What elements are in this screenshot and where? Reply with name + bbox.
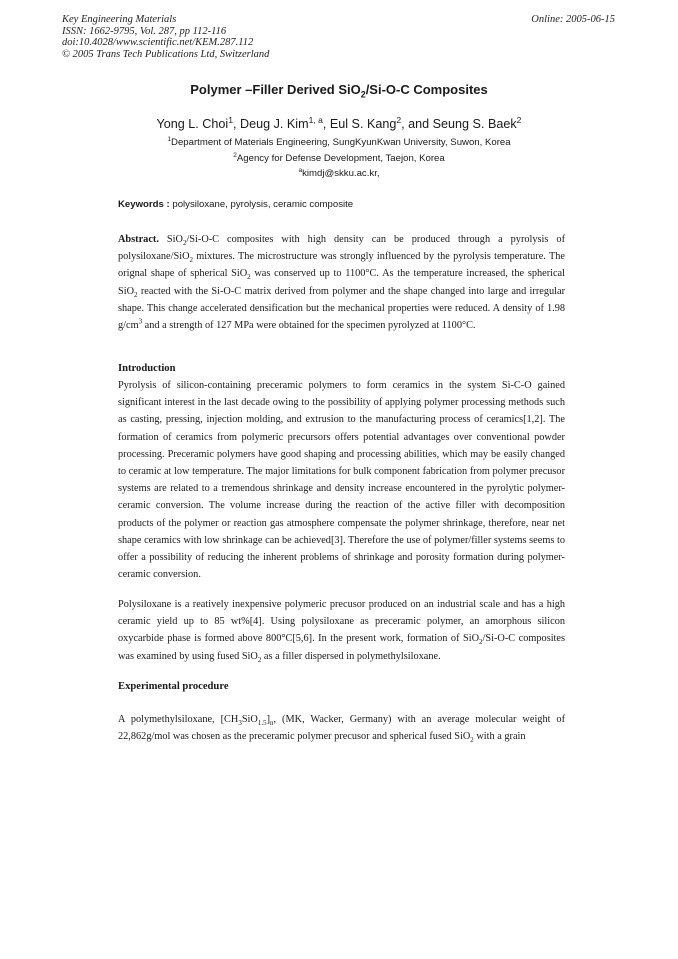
affiliation-2: $^2$Agency for Defense Development, Taejon, Korea xyxy=(233,151,445,164)
copyright-line: © 2005 Trans Tech Publications Ltd, Switzerland xyxy=(62,48,270,60)
author-list: Yong L. Choi$^1$, Deug J. Kim$^{1, a}$, Eul S. Kang$^2$, and Seung S. Baek$^2$ xyxy=(156,114,522,131)
doi-line: doi:10.4028/www.scientific.net/KEM.287.112 xyxy=(62,37,254,49)
author-name: Deug J. Kim xyxy=(239,117,309,131)
abstract-paragraph: Abstract. SiO$_2$/Si-O-C composites with high density can be produced through a pyrolysis of polysiloxane/SiO$_2$ mixtures. The microstructure was strongly influenced by the pyrolysis temperature. The orignal shape of spherical SiO$_2$ was conserved up to 1100°C. As the temperature increased, the spherical SiO$_2$ reacted with the Si-O-C matrix derived from polymer and the shape changed into large and irregular shape. This change accelerated densification but the mechanical properties were reduced. A density of 1.98 $g/cm^3$ and a strength of 127 MPa were obtained for the specimen pyrolyzed at 1100°C. xyxy=(118,234,565,332)
section-heading-experimental: Experimental procedure xyxy=(118,681,229,692)
affiliation-1: $^1$Department of Materials Engineering, SungKyunKwan University, Suwon, Korea xyxy=(167,135,511,148)
author-email: $^a$kimdj@skku.ac.kr, xyxy=(298,166,380,179)
author-name: Eul S. Kang xyxy=(329,117,397,131)
author-name: Yong L. Choi xyxy=(156,117,229,131)
author-name: Seung S. Baek xyxy=(432,117,517,131)
issn-line: ISSN: 1662-9795, Vol. 287, pp 112-116 xyxy=(62,25,227,37)
abstract-label: Abstract. xyxy=(118,234,159,245)
online-date: Online: 2005-06-15 xyxy=(531,14,615,25)
keywords-label: Keywords : xyxy=(118,199,170,210)
section-heading-introduction: Introduction xyxy=(118,363,176,374)
experimental-paragraph: A polymethylsiloxane, $[CH_3SiO_{1.5}]_n$, (MK, Wacker, Germany) with an average molecular weight of 22,862g/mol was chosen as the preceramic polymer precusor and spherical fused SiO$_2$ with a grain xyxy=(118,714,565,745)
intro-paragraph-2: Polysiloxane is a reatively inexpensive polymeric precusor produced on an industrial scale and has a high ceramic yield up to 85 wt%[4]. Using polysiloxane as preceramic polymer, an amorphous silicon oxycarbide phase is formed above 800°C[5,6]. In the present work, formation of SiO$_2$/Si-O-C composites was examined by using fused SiO$_2$ as a filler dispersed in polymethylsiloxane. xyxy=(118,599,565,664)
keywords: Keywords : polysiloxane, pyrolysis, ceramic composite xyxy=(118,199,354,210)
journal-header xyxy=(62,14,269,60)
paper-title: Polymer –Filler Derived SiO$_2$/Si-O-C Composites xyxy=(190,82,488,100)
intro-paragraph-1: Pyrolysis of silicon-containing preceramic polymers to form ceramics in the system Si-C-O gained significant interest in the last decade owing to the possibility of applying polymer processing methods such as casting, pressing, injection molding, and extrusion to the manufacturing process of ceramics[1,2]. The formation of ceramics from polymeric precursors offers potential advantages over conventional powder processing. Preceramic polymers have good shaping and processing abilities, which may be easily changed to ceramic at low temperature. The major limitations for bulk component fabrication from polymer precusor systems are related to a tremendous shrinkage and density increase encountered in the pyrolytic polymer-ceramic conversion. The volume increase during the reaction of the active filler with decomposition products of the polymer or reaction gas atmosphere compensate the polymer shrinkage, therefore, near net shape ceramics with low shrinkage can be achieved[3]. Therefore the use of polymer/filler systems seems to offer a possibility of reducing the inherent problems of shrinkage and porosity formation during polymer-ceramic conversion. xyxy=(118,380,565,581)
journal-name: Key Engineering Materials xyxy=(62,14,177,25)
